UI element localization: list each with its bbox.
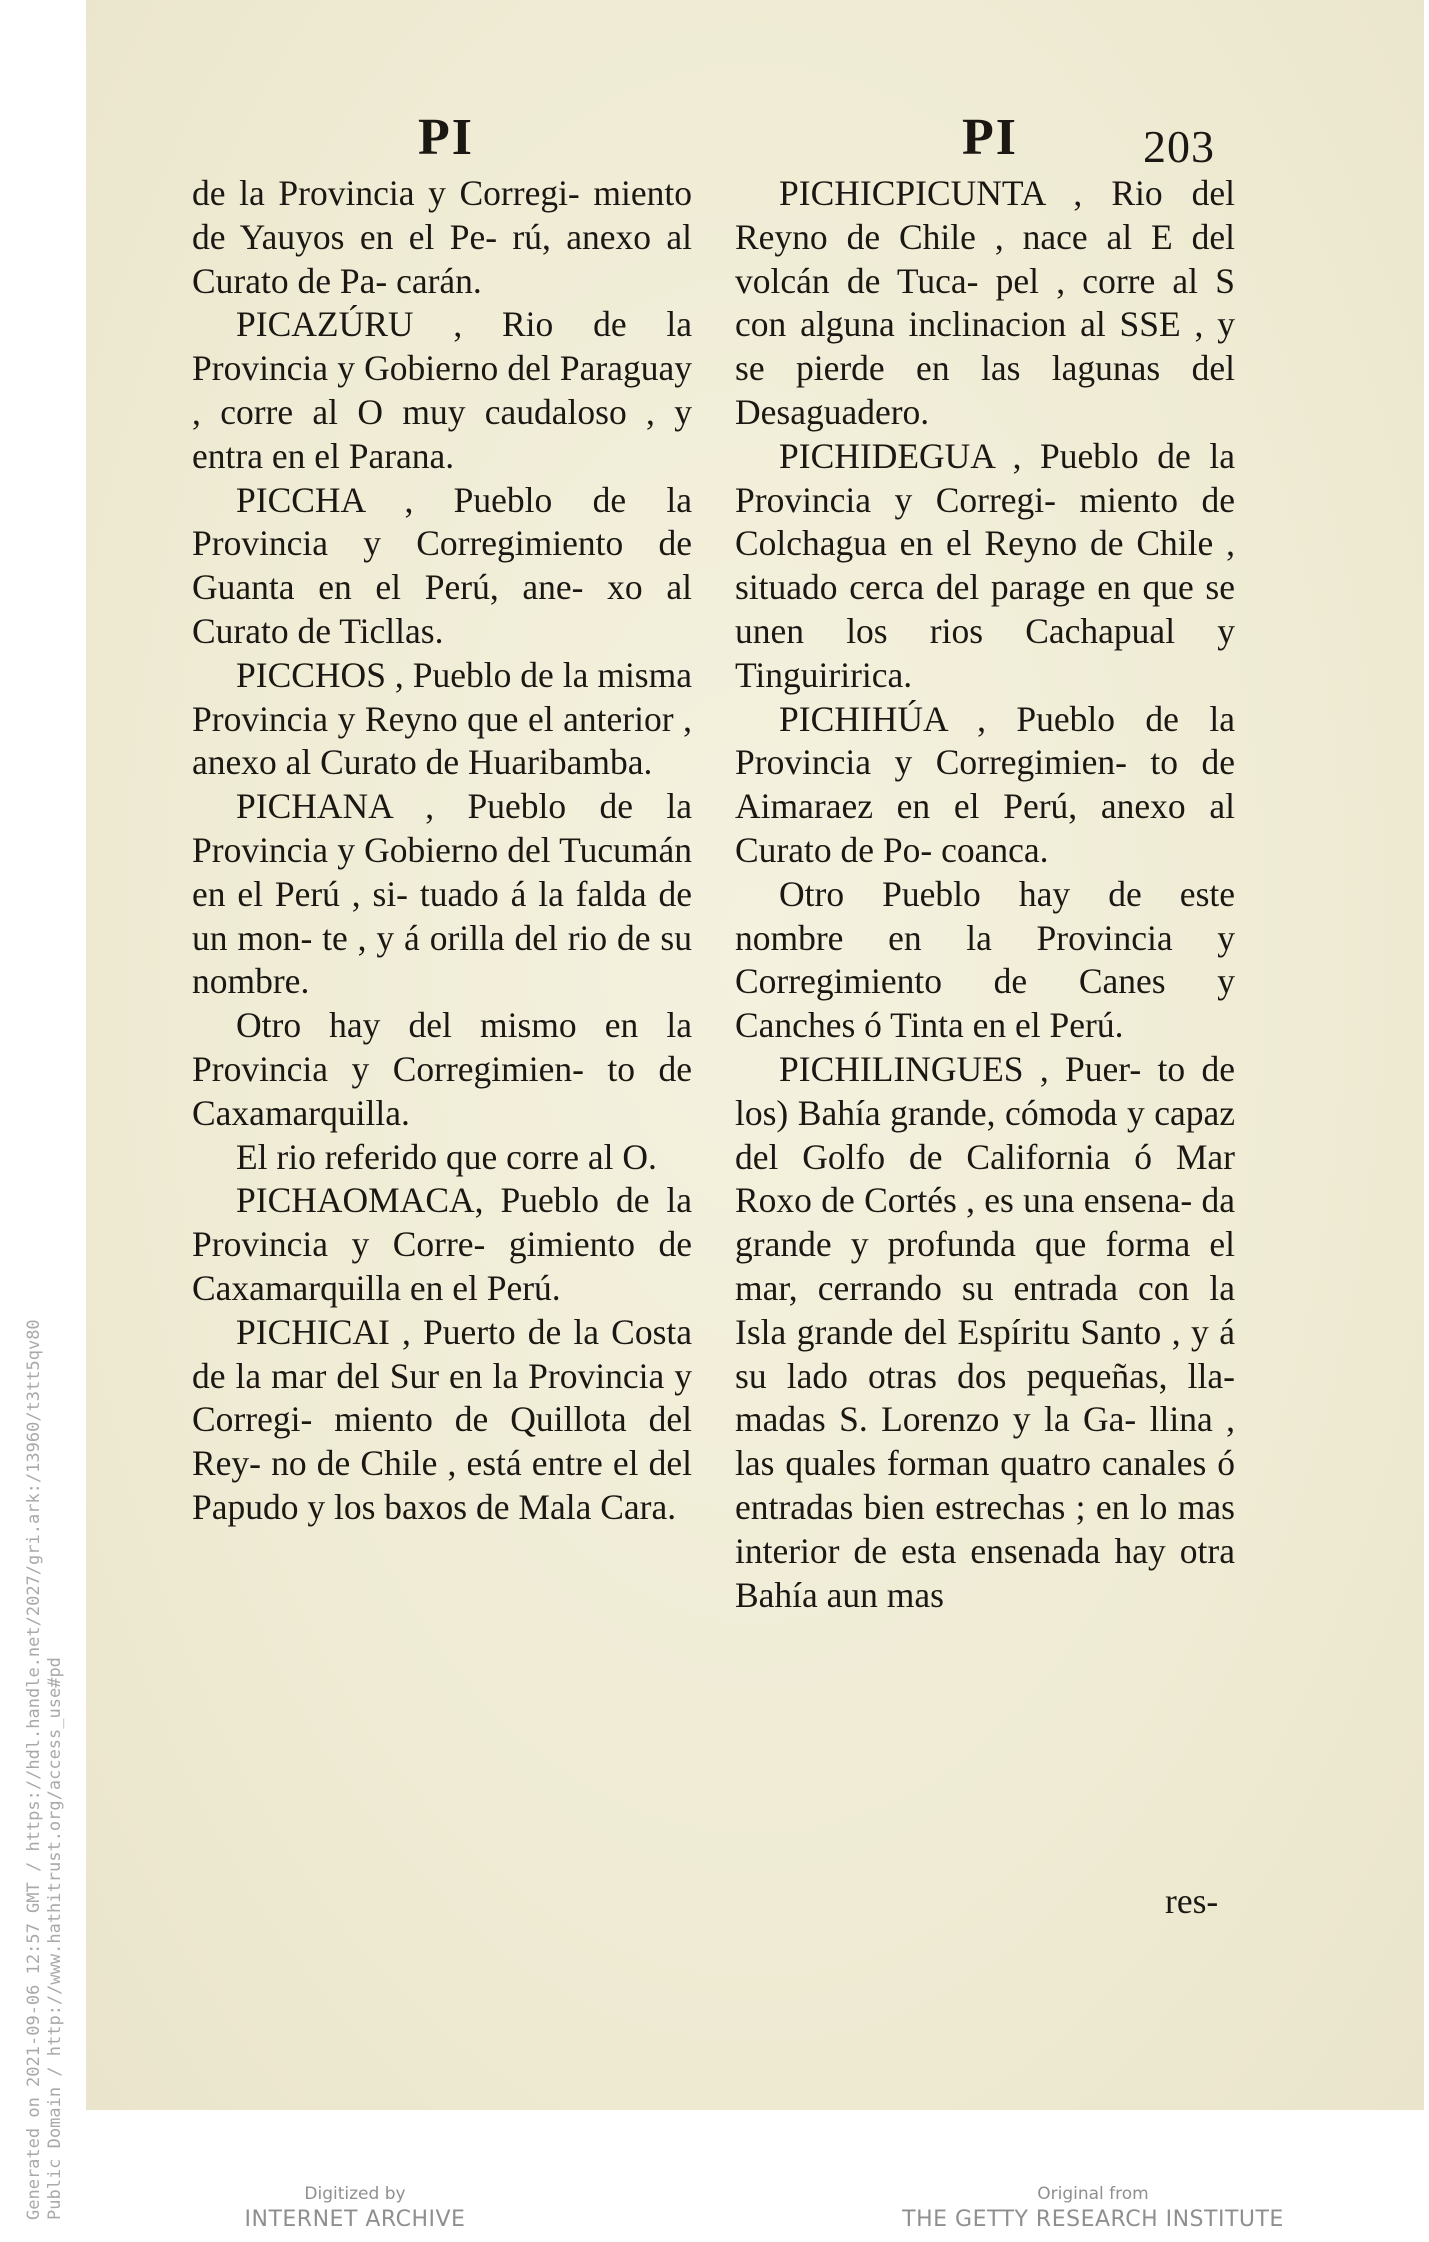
paragraph: El rio referido que corre al O. (236, 1136, 657, 1177)
credit-name: THE GETTY RESEARCH INSTITUTE (902, 2207, 1284, 2232)
credit-caption: Original from (1037, 2184, 1149, 2204)
paragraph: PICHANA , Pueblo de la Provincia y Gobierno del Tucumán en el Perú , si- tuado á la falda de un mon- te , y á orilla del rio de su nombre. (192, 786, 692, 1002)
paragraph: PICHILINGUES , Puer- to de los) Bahía grande, cómoda y capaz del Golfo de California ó Mar Roxo de Cortés , es una ensena- da grande y profunda que forma el mar, cerrando su entrada con la Isla grande del Espíritu Santo , y á su lado otras dos pequeñas, lla- madas S. Lorenzo y la Ga- llina , las quales forman quatro canales ó entradas bien estrechas ; en lo mas interior de esta ensenada hay otra Bahía aun mas (735, 1048, 1235, 1615)
paragraph: PICHICAI , Puerto de la Costa de la mar del Sur en la Provincia y Corregi- miento de Quillota del Rey- no de Chile , está entre el del Papudo y los baxos de Mala Cara. (192, 1311, 692, 1527)
right-text-column (735, 172, 1235, 1617)
paragraph: de la Provincia y Corregi- miento de Yauyos en el Pe- rú, anexo al Curato de Pa- carán. (192, 173, 692, 301)
generation-stamp-text (24, 1319, 66, 2220)
paragraph: Otro Pueblo hay de este nombre en la Provincia y Corregimiento de Canes y Canches ó Tinta en el Perú. (735, 873, 1235, 1046)
credit-caption: Digitized by (304, 2184, 406, 2204)
paragraph: PICHAOMACA, Pueblo de la Provincia y Corre- gimiento de Caxamarquilla en el Perú. (192, 1180, 692, 1308)
original-from-credit (868, 2183, 1318, 2235)
paragraph: PICHICPICUNTA , Rio del Reyno de Chile , nace al E del volcán de Tuca- pel , corre al S con alguna inclinacion al SSE , y se pierde en las lagunas del Desaguadero. (735, 173, 1235, 432)
paragraph: Otro hay del mismo en la Provincia y Corregimien- to de Caxamarquilla. (192, 1005, 692, 1133)
paragraph: PICAZÚRU , Rio de la Provincia y Gobierno del Paraguay , corre al O muy caudaloso , y entra en el Parana. (192, 304, 692, 476)
digitized-by-credit (235, 2183, 475, 2235)
paragraph: PICCHA , Pueblo de la Provincia y Corregimiento de Guanta en el Perú, ane- xo al Curato de Ticllas. (192, 479, 692, 651)
stamp-line: Public Domain / http://www.hathitrust.org/access_use#pd (45, 1657, 65, 2220)
paragraph: PICHIDEGUA , Pueblo de la Provincia y Corregi- miento de Colchagua en el Reyno de Chile , situado cerca del parage en que se unen los rios Cachapual y Tinguiririca. (735, 435, 1235, 695)
catchword: res- (1165, 1881, 1219, 1921)
generation-stamp (0, 0, 65, 2242)
page-number: 203 (1143, 121, 1215, 172)
paragraph: PICHIHÚA , Pueblo de la Provincia y Corregimien- to de Aimaraez en el Perú, anexo al Curato de Po- coanca. (735, 698, 1235, 870)
credit-name: INTERNET ARCHIVE (244, 2207, 466, 2232)
stamp-line: Generated on 2021-09-06 12:57 GMT / https://hdl.handle.net/2027/gri.ark:/13960/t3tt5qv80 (24, 1319, 44, 2220)
paragraph: PICCHOS , Pueblo de la misma Provincia y Reyno que el anterior , anexo al Curato de Huaribamba. (192, 654, 692, 783)
running-head-left: PI (418, 109, 474, 166)
running-head-right: PI (962, 109, 1018, 166)
left-text-column (192, 172, 692, 1530)
